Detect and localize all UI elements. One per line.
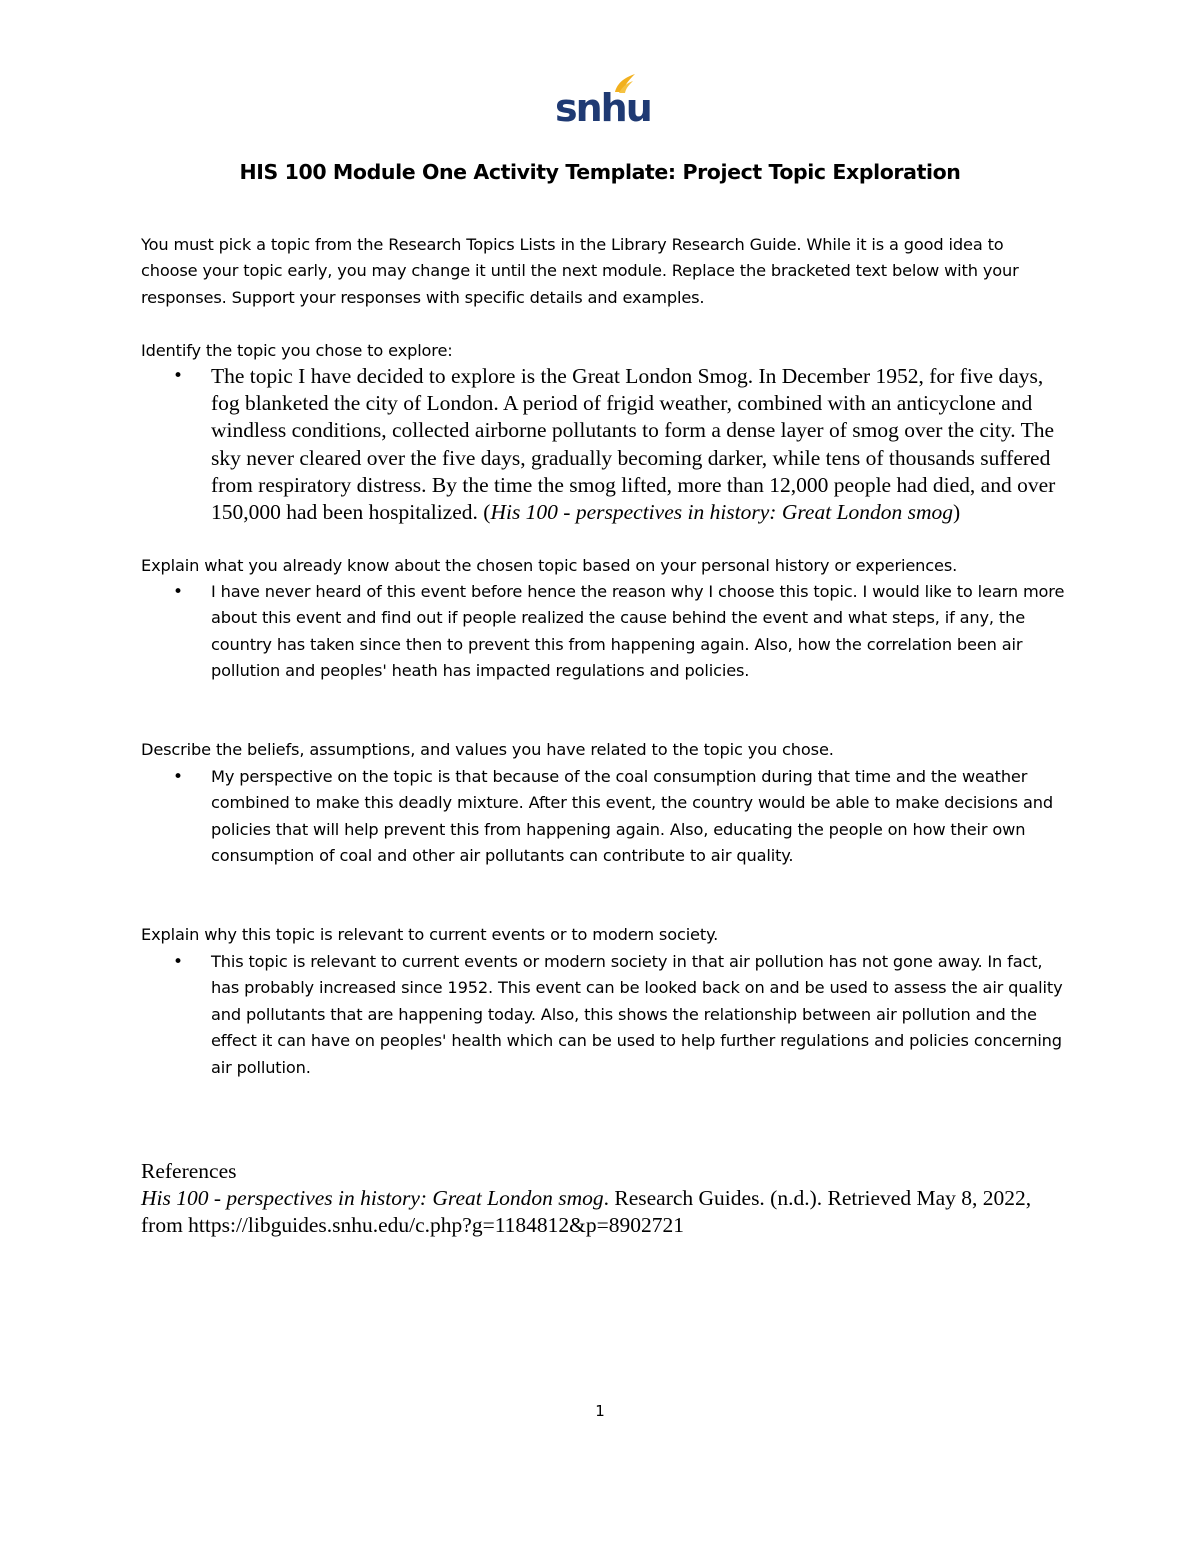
logo-wordmark: snhu [555,86,651,130]
reference-entry [141,1185,1061,1239]
prompt-beliefs: Describe the beliefs, assumptions, and values you have related to the topic you chose. [141,740,834,759]
bullet-icon: • [173,366,183,386]
prompt-topic: Identify the topic you chose to explore: [141,341,453,360]
page-number: 1 [595,1402,605,1420]
answer-prior-knowledge-text: I have never heard of this event before hence the reason why I choose this topic. I would like to learn more about this event and find out if people realized the cause behind the event and what steps, if any, the country has taken since then to prevent this from happening again. Also, how the correlation been air pollution and peoples' heath has impacted regulations and policies. [211,582,1065,681]
page-title: HIS 100 Module One Activity Template: Project Topic Exploration [239,160,961,184]
bullet-icon: • [173,582,183,602]
reference-details: . Research Guides. (n.d.). Retrieved May 8, 2022, from https://libguides.snhu.edu/c.php?g=1184812&p=8902721 [141,1186,1032,1238]
references-heading: References [141,1159,237,1183]
answer-beliefs-text: My perspective on the topic is that because of the coal consumption during that time and the weather combined to make this deadly mixture. After this event, the country would be able to make decisions and policies that will help prevent this from happening again. Also, educating the people on how their own consumption of coal and other air pollutants can contribute to air quality. [211,767,1053,866]
prompt-relevance: Explain why this topic is relevant to current events or to modern society. [141,925,719,944]
answer-citation: His 100 - perspectives in history: Great London smog [490,500,954,525]
intro-paragraph: You must pick a topic from the Research Topics Lists in the Library Research Guide. While it is a good idea to choose your topic early, you may change it until the next module. Replace the bracketed text below with your responses. Support your responses with specific details and examples. [141,235,1019,307]
answer-relevance-text: This topic is relevant to current events or modern society in that air pollution has not gone away. In fact, has probably increased since 1952. This event can be looked back on and be used to assess the air quality and pollutants that are happening today. Also, this shows the relationship between air pollution and the effect it can have on peoples' health which can be used to help further regulations and policies concerning air pollution. [211,952,1063,1077]
bullet-icon: • [173,952,183,972]
snhu-logo [555,72,651,134]
answer-topic-text: The topic I have decided to explore is the Great London Smog. In December 1952, for five days, fog blanketed the city of London. A period of frigid weather, combined with an anticyclone and windless conditions, collected airborne pollutants to form a dense layer of smog over the city. The sky never cleared over the five days, gradually becoming darker, while tens of thousands suffered from respiratory distress. By the time the smog lifted, more than 12,000 people had died, and over 150,000 had been hospitalized. (His 100 - perspectives in history: Great London smog) [211,364,1056,525]
reference-title: His 100 - perspectives in history: Great London smog [141,1186,604,1210]
bullet-icon: • [173,767,183,787]
prompt-prior-knowledge: Explain what you already know about the chosen topic based on your personal history or experiences. [141,556,958,575]
